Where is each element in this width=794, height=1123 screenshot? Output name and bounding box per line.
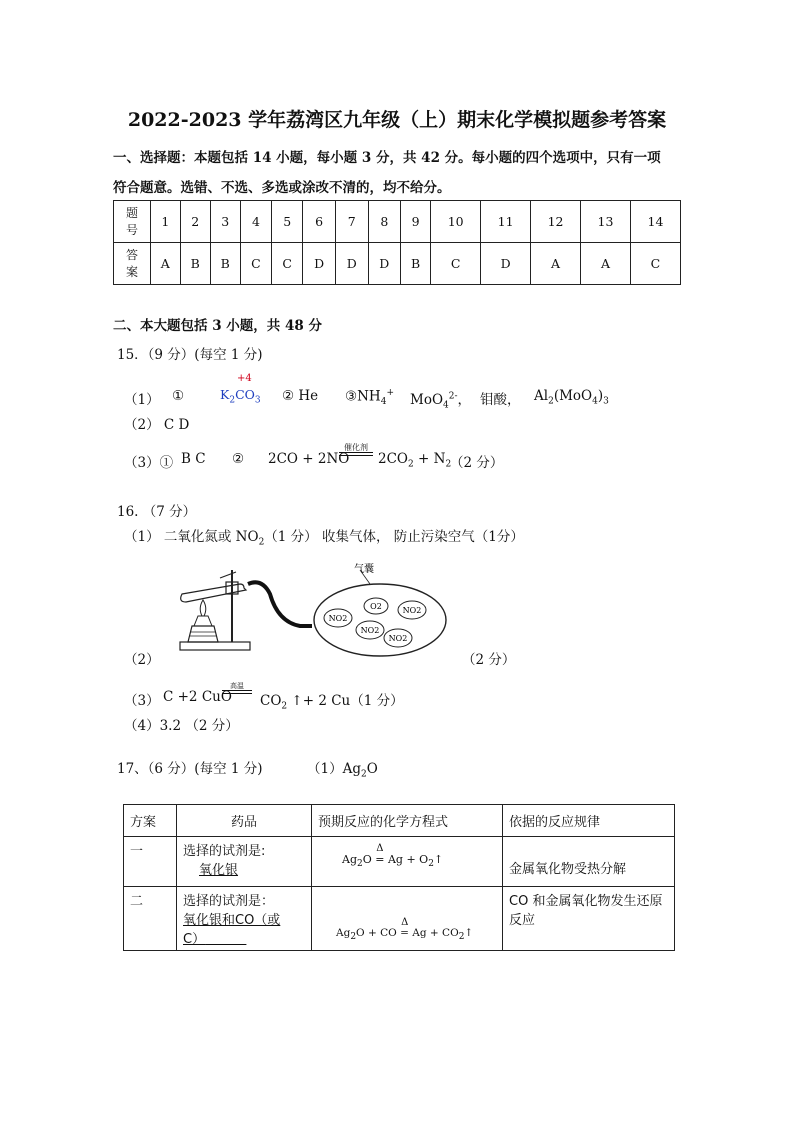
reagent-1: 氧化银 [199, 863, 239, 878]
table-row [124, 837, 675, 887]
question-number: 9 [401, 201, 431, 243]
q17-1: $(1)Ag_2O$ [307, 761, 378, 780]
equation-1: $Ag_2O$ = Δ $Ag + O_2↑$ [312, 837, 503, 887]
q15-3-label: （3）① [124, 455, 174, 471]
question-number: 6 [303, 201, 336, 243]
col-rule: 依据的反应规律 [503, 805, 675, 837]
q15-1-moo4: MoO$_4^{2-}$， [410, 391, 472, 411]
molecule-no2-a [324, 609, 352, 627]
q16-3-rhs: $CO_2$ ↑+ 2 Cu（1 分） [260, 693, 404, 712]
equation-2: $Ag_2O$ + CO = Δ $Ag + CO_2↑$ [312, 887, 503, 951]
answer-cell: C [431, 243, 481, 285]
question-number: 1 [151, 201, 181, 243]
question-number: 14 [630, 201, 680, 243]
q15-1-circle1: ① [172, 388, 185, 404]
q16-header: 16. （7 分） [117, 504, 197, 520]
number-header [114, 201, 151, 243]
col-reagent: 药品 [177, 805, 312, 837]
q15-2: （2） C D [124, 417, 190, 433]
q15-1-circle3: $③NH_4^+$ [345, 388, 394, 408]
section2-heading: 二、本大题包括 3 小题，共 48 分 [113, 318, 322, 334]
rule-1: 金属氧化物受热分解 [503, 837, 675, 887]
q16-3-lhs: C +2 CuO [163, 689, 232, 705]
answer-cell: A [581, 243, 631, 285]
formula-k2co3: $K_2CO_3$ [220, 387, 261, 406]
question-number: 12 [531, 201, 581, 243]
q16-2-label: （2） [124, 652, 160, 668]
svg-text:NO2: NO2 [360, 626, 380, 635]
q17-table [123, 804, 675, 951]
catalyst-condition [339, 443, 373, 456]
answer-cell: B [210, 243, 240, 285]
question-number: 8 [368, 201, 401, 243]
q15-1-salt: $Al_2(MoO_4)_3$ [534, 388, 609, 407]
high-temp-label: 高温 [230, 682, 244, 690]
delivery-tube [248, 582, 312, 626]
plan-2: 二 [124, 887, 177, 951]
q15-1-circle2: ② He [282, 388, 319, 404]
high-temp-condition [222, 682, 252, 694]
svg-text:NO2: NO2 [388, 634, 408, 643]
stand-base [180, 642, 250, 650]
answer-cell: B [401, 243, 431, 285]
answer-cell: C [630, 243, 680, 285]
answer-header [114, 243, 151, 285]
rule-2: CO 和金属氧化物发生还原反应 [503, 887, 675, 951]
q16-2-score: （2 分） [462, 652, 516, 668]
apparatus-diagram [170, 560, 460, 660]
gas-bag-label: 气囊 [354, 564, 374, 575]
answer-cell: D [368, 243, 401, 285]
question-number: 7 [335, 201, 368, 243]
molecule-no2-d [384, 629, 412, 647]
q16-3-label: （3） [124, 693, 160, 709]
lamp-neck [194, 616, 212, 626]
svg-text:NO2: NO2 [402, 606, 422, 615]
svg-text:O2: O2 [370, 602, 382, 611]
equals-sign [339, 452, 373, 456]
section1-instructions-line1: 一、选择题：本题包括 14 小题，每小题 3 分，共 42 分。每小题的四个选项中，只有一项 [113, 150, 661, 166]
answer-cell: C [272, 243, 303, 285]
question-number: 5 [272, 201, 303, 243]
col-plan: 方案 [124, 805, 177, 837]
answer-cell: A [151, 243, 181, 285]
reagent-2: 氧化银和CO（或C） [183, 913, 281, 947]
page-title: 2022-2023 学年荔湾区九年级（上）期末化学模拟题参考答案 [127, 109, 667, 131]
answer-table [113, 200, 681, 285]
molecule-o2 [364, 598, 388, 614]
q15-3-circle2: ② [232, 451, 245, 467]
answer-cell: D [335, 243, 368, 285]
q15-1-acid: 钼酸， [480, 392, 521, 408]
reagent-label-1: 选择的试剂是: [183, 844, 266, 859]
catalyst-label: 催化剂 [344, 443, 368, 452]
q15-header: 15．（9 分）(每空 1 分) [117, 347, 263, 363]
plan-1: 一 [124, 837, 177, 887]
test-tube [181, 584, 246, 602]
q15-3-rhs: $2CO_2 + N_2$ [378, 451, 452, 470]
answer-cell: C [240, 243, 271, 285]
question-number: 11 [481, 201, 531, 243]
answer-cell: D [303, 243, 336, 285]
molecule-no2-b [398, 601, 426, 619]
q16-4: （4）3.2 （2 分） [124, 718, 239, 734]
question-number: 2 [180, 201, 210, 243]
molecule-no2-c [356, 621, 384, 639]
q16-1: （1） 二氧化氮或 $NO_2(1$ 分） 收集气体， 防止污染空气（1分） [124, 529, 524, 548]
valence-mark: +4 [237, 373, 252, 384]
q15-1-label: （1） [124, 392, 160, 408]
answer-cell: A [531, 243, 581, 285]
section1-instructions-line2: 符合题意。选错、不选、多选或涂改不清的，均不给分。 [113, 180, 451, 196]
q15-3-score: （2 分） [450, 455, 504, 471]
table-row [124, 887, 675, 951]
answer-cell: D [481, 243, 531, 285]
col-equation: 预期反应的化学方程式 [312, 805, 503, 837]
question-number: 13 [581, 201, 631, 243]
q15-3-bc: B C [181, 451, 206, 467]
q15-3-lhs: 2CO + 2NO [268, 451, 350, 467]
svg-text:NO2: NO2 [328, 614, 348, 623]
answer-header-text: 答案 [125, 247, 138, 279]
question-number: 10 [431, 201, 481, 243]
number-header-text: 题号 [125, 205, 138, 237]
flame [200, 600, 206, 616]
question-number: 3 [210, 201, 240, 243]
question-number: 4 [240, 201, 271, 243]
reagent-label-2: 选择的试剂是： [183, 894, 275, 909]
q17-header: 17、（6 分）(每空 1 分) [117, 761, 263, 777]
answer-cell: B [180, 243, 210, 285]
alcohol-lamp [188, 626, 218, 642]
